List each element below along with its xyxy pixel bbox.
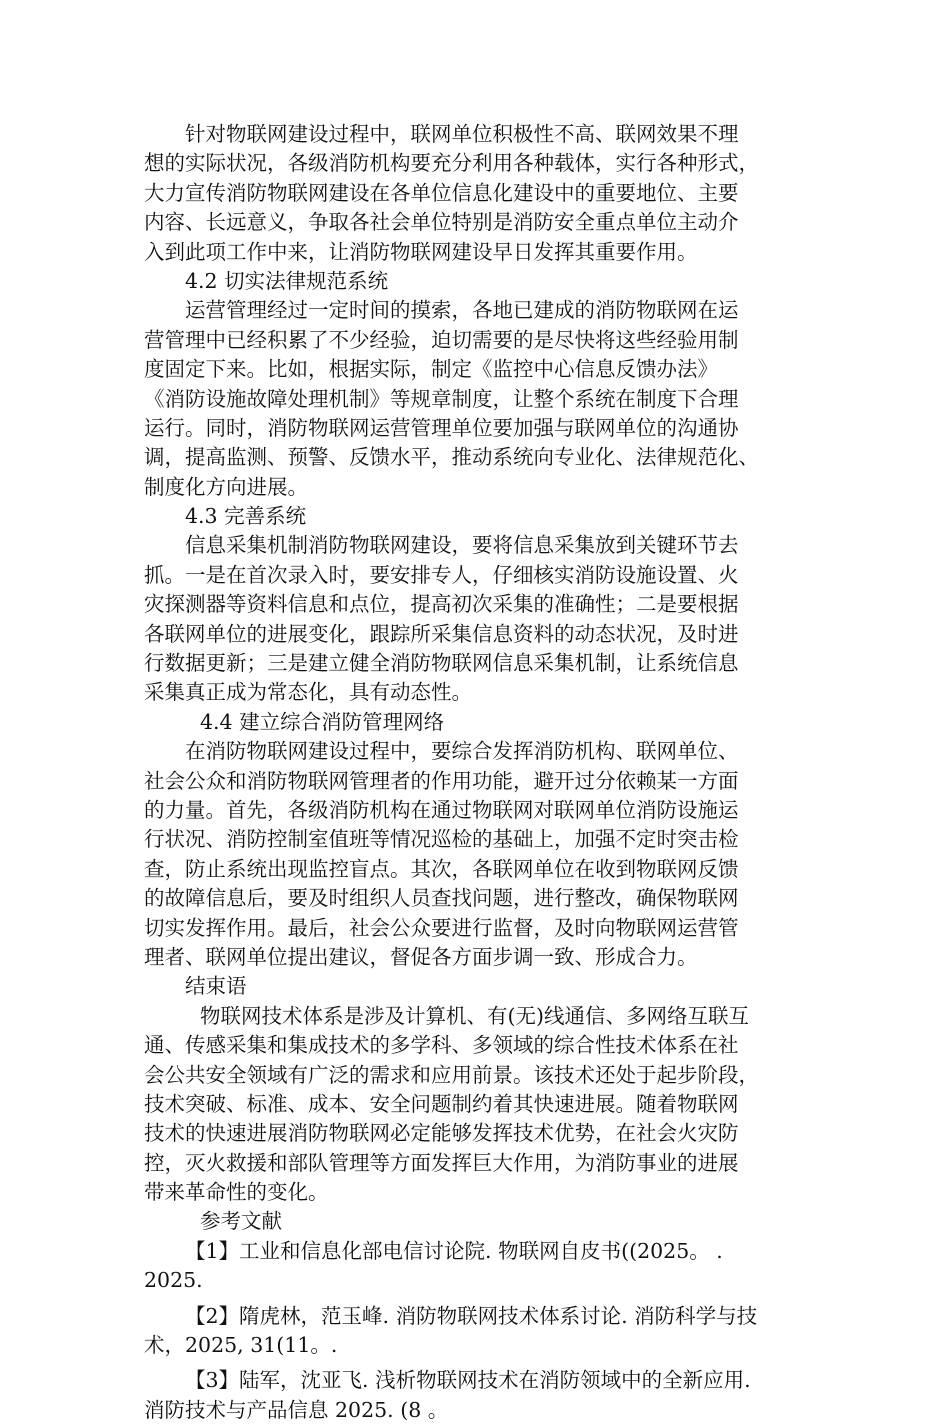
text-line: 行数据更新；三是建立健全消防物联网信息采集机制，让系统信息 xyxy=(144,651,739,676)
text-line: 会公共安全领域有广泛的需求和应用前景。该技术还处于起步阶段， xyxy=(144,1062,759,1087)
text-line: 技术的快速进展消防物联网必定能够发挥技术优势，在社会火灾防 xyxy=(144,1121,739,1146)
text-line: 2025. xyxy=(144,1268,203,1293)
text-line: 的故障信息后，要及时组织人员查找问题，进行整改，确保物联网 xyxy=(144,886,739,911)
text-line: 切实发挥作用。最后，社会公众要进行监督，及时向物联网运营管 xyxy=(144,915,739,940)
text-line: 营管理中已经积累了不少经验，迫切需要的是尽快将这些经验用制 xyxy=(144,327,739,352)
text-line: 内容、长远意义，争取各社会单位特别是消防安全重点单位主动介 xyxy=(144,210,739,235)
text-line: 4.4 建立综合消防管理网络 xyxy=(200,709,445,734)
text-line: 【2】隋虎林，范玉峰. 消防物联网技术体系讨论. 消防科学与技 xyxy=(185,1303,758,1328)
text-line: 运营管理经过一定时间的摸索，各地已建成的消防物联网在运 xyxy=(185,298,739,323)
text-line: 理者、联网单位提出建议，督促各方面步调一致、形成合力。 xyxy=(144,944,698,969)
text-line: 想的实际状况，各级消防机构要充分利用各种载体，实行各种形式， xyxy=(144,151,759,176)
text-line: 针对物联网建设过程中，联网单位积极性不高、联网效果不理 xyxy=(185,122,739,146)
text-line: 【1】工业和信息化部电信讨论院. 物联网自皮书((2025。 . xyxy=(185,1238,723,1263)
text-line: 《消防设施故障处理机制》等规章制度，让整个系统在制度下合理 xyxy=(144,386,739,411)
text-line: 控，灭火救援和部队管理等方面发挥巨大作用，为消防事业的进展 xyxy=(144,1150,739,1175)
text-line: 社会公众和消防物联网管理者的作用功能，避开过分依赖某一方面 xyxy=(144,768,739,793)
text-line: 行状况、消防控制室值班等情况巡检的基础上，加强不定时突击检 xyxy=(144,827,739,852)
text-line: 各联网单位的进展变化，跟踪所采集信息资料的动态状况，及时进 xyxy=(144,621,739,646)
text-line: 通、传感采集和集成技术的多学科、多领域的综合性技术体系在社 xyxy=(144,1033,739,1058)
text-line: 带来革命性的变化。 xyxy=(144,1180,329,1205)
text-line: 4.2 切实法律规范系统 xyxy=(185,268,389,293)
text-line: 物联网技术体系是涉及计算机、有(无)线通信、多网络互联互 xyxy=(200,1003,749,1028)
text-line: 大力宣传消防物联网建设在各单位信息化建设中的重要地位、主要 xyxy=(144,180,739,205)
text-line: 度固定下来。比如，根据实际，制定《监控中心信息反馈办法》 xyxy=(144,357,718,382)
text-line: 4.3 完善系统 xyxy=(185,504,307,529)
text-line: 运行。同时，消防物联网运营管理单位要加强与联网单位的沟通协 xyxy=(144,415,739,440)
text-line: 【3】陆军，沈亚飞. 浅析物联网技术在消防领域中的全新应用. xyxy=(185,1368,751,1393)
document-page xyxy=(144,120,812,1425)
text-line: 采集真正成为常态化，具有动态性。 xyxy=(144,680,472,705)
text-line: 的力量。首先，各级消防机构在通过物联网对联网单位消防设施运 xyxy=(144,797,739,822)
text-line: 在消防物联网建设过程中，要综合发挥消防机构、联网单位、 xyxy=(185,739,739,764)
text-line: 灾探测器等资料信息和点位，提高初次采集的准确性；二是要根据 xyxy=(144,592,739,617)
text-line: 信息采集机制消防物联网建设，要将信息采集放到关键环节去 xyxy=(185,533,739,558)
text-line: 制度化方向进展。 xyxy=(144,474,308,499)
text-line: 查，防止系统出现监控盲点。其次，各联网单位在收到物联网反馈 xyxy=(144,856,739,881)
text-line: 参考文献 xyxy=(200,1209,282,1234)
text-line: 技术突破、标准、成本、安全问题制约着其快速进展。随着物联网 xyxy=(144,1091,739,1116)
text-line: 调，提高监测、预警、反馈水平，推动系统向专业化、法律规范化、 xyxy=(144,445,759,470)
text-line: 结束语 xyxy=(185,974,247,999)
text-line: 术，2025, 31(11。. xyxy=(144,1333,338,1358)
text-line: 入到此项工作中来，让消防物联网建设早日发挥其重要作用。 xyxy=(144,239,698,264)
text-line: 消防技术与产品信息 2025. (8 。 xyxy=(144,1397,449,1422)
text-line: 抓。一是在首次录入时，要安排专人，仔细核实消防设施设置、火 xyxy=(144,562,739,587)
